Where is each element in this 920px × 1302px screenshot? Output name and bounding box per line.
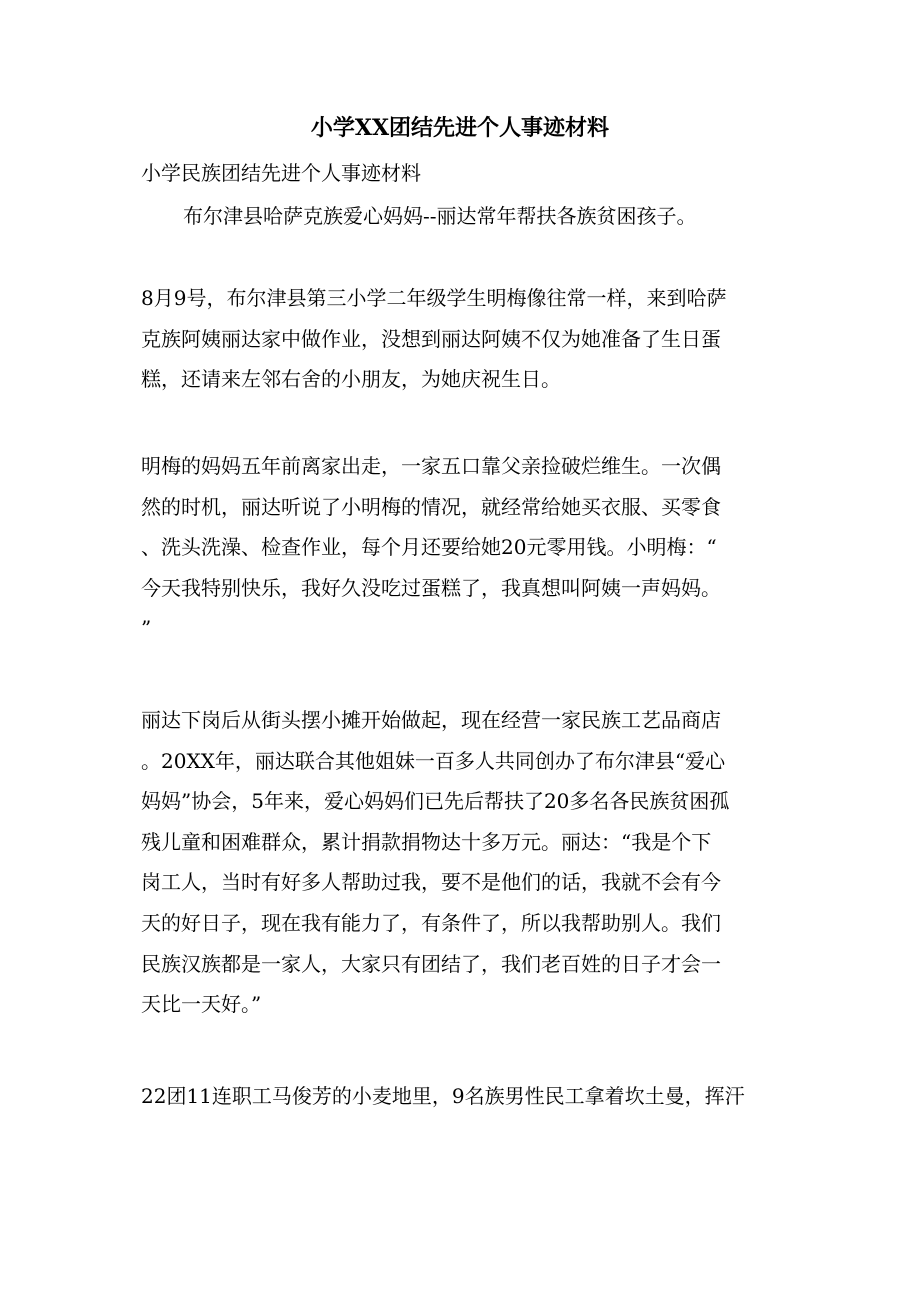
text-line: 岗工人，当时有好多人帮助过我，要不是他们的话，我就不会有今	[141, 870, 721, 895]
paragraph-3	[141, 700, 781, 1025]
text-line: ”	[141, 616, 152, 641]
text-line: 然的时机，丽达听说了小明梅的情况，就经常给她买衣服、买零食	[141, 494, 721, 519]
document-subtitle: 小学民族团结先进个人事迹材料	[141, 161, 421, 185]
text-line: 天的好日子，现在我有能力了，有条件了，所以我帮助别人。我们	[141, 910, 721, 935]
text-line: 。20XX年，丽达联合其他姐妹一百多人共同创办了布尔津县“爱心	[141, 748, 726, 773]
text-line: 8月9号，布尔津县第三小学二年级学生明梅像往常一样，来到哈萨	[141, 286, 727, 310]
text-line: 妈妈”协会，5年来，爱心妈妈们已先后帮扶了20多名各民族贫困孤	[141, 789, 730, 814]
document-title: 小学XX团结先进个人事迹材料	[310, 115, 610, 141]
text-line: 明梅的妈妈五年前离家出走，一家五口靠父亲捡破烂维生。一次偶	[141, 454, 721, 478]
text-line: 丽达下岗后从街头摆小摊开始做起，现在经营一家民族工艺品商店	[141, 708, 721, 732]
text-line: 糕，还请来左邻右舍的小朋友，为她庆祝生日。	[141, 367, 561, 392]
intro-paragraph: 布尔津县哈萨克族爱心妈妈--丽达常年帮扶各族贫困孩子。	[183, 204, 697, 228]
text-line: 22团11连职工马俊芳的小麦地里，9名族男性民工拿着坎土曼，挥汗	[141, 1084, 745, 1108]
paragraph-4	[141, 1076, 781, 1117]
paragraph-1	[141, 278, 781, 400]
text-line: 今天我特别快乐，我好久没吃过蛋糕了，我真想叫阿姨一声妈妈。	[141, 575, 721, 600]
paragraph-2	[141, 446, 781, 649]
text-line: 民族汉族都是一家人，大家只有团结了，我们老百姓的日子才会一	[141, 951, 721, 976]
text-line: 天比一天好。”	[141, 992, 262, 1017]
text-line: 克族阿姨丽达家中做作业，没想到丽达阿姨不仅为她准备了生日蛋	[141, 326, 721, 351]
text-line: 残儿童和困难群众，累计捐款捐物达十多万元。丽达：“我是个下	[141, 829, 712, 854]
text-line: 、洗头洗澡、检查作业，每个月还要给她20元零用钱。小明梅：“	[141, 535, 717, 560]
